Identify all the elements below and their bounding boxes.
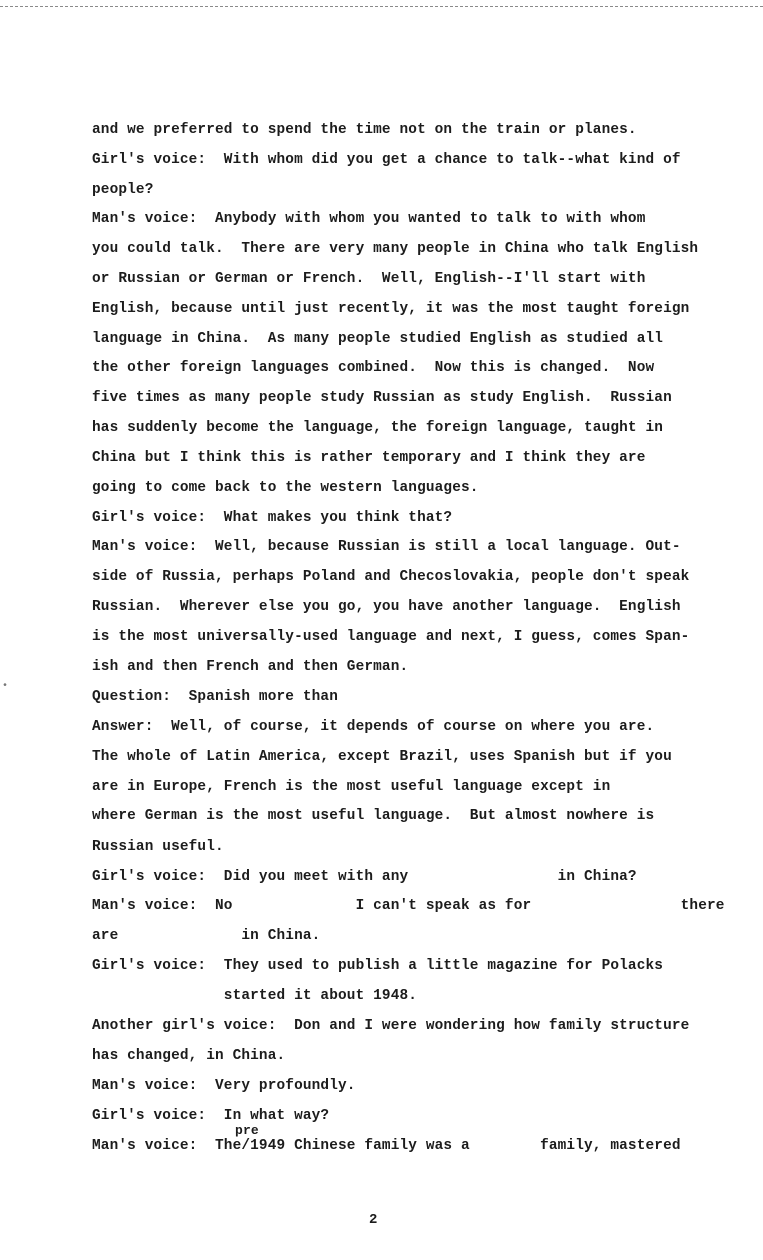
- text-line: Question: Spanish more than: [92, 689, 339, 705]
- text-line: Man's voice: Well, because Russian is still a local language. Out-: [92, 539, 681, 555]
- text-line: Girl's voice: With whom did you get a chance to talk--what kind of: [92, 152, 681, 168]
- text-line: Russian. Wherever else you go, you have another language. English: [92, 599, 681, 615]
- interlinear-note: pre: [235, 1123, 259, 1138]
- text-line: ish and then French and then German.: [92, 659, 409, 675]
- text-line: has suddenly become the language, the foreign language, taught in: [92, 420, 664, 436]
- text-line: Man's voice: Very profoundly.: [92, 1078, 356, 1094]
- text-line: language in China. As many people studied English as studied all: [92, 331, 664, 347]
- text-line: is the most universally-used language and next, I guess, comes Span-: [92, 629, 690, 645]
- text-line: Girl's voice: They used to publish a little magazine for Polacks: [92, 958, 664, 974]
- text-line: started it about 1948.: [92, 988, 418, 1004]
- text-line: are in Europe, French is the most useful language except in: [92, 779, 611, 795]
- text-line: Man's voice: Anybody with whom you wanted to talk to with whom: [92, 211, 646, 227]
- margin-mark: •: [2, 681, 9, 692]
- text-line: The whole of Latin America, except Brazil, uses Spanish but if you: [92, 749, 672, 765]
- text-line: five times as many people study Russian as study English. Russian: [92, 390, 672, 406]
- text-line: people?: [92, 182, 154, 198]
- text-line: or Russian or German or French. Well, English--I'll start with: [92, 271, 646, 287]
- text-line: going to come back to the western languages.: [92, 480, 479, 496]
- top-rule: [0, 6, 763, 7]
- text-line: side of Russia, perhaps Poland and Checoslovakia, people don't speak: [92, 569, 690, 585]
- text-line: Man's voice: The/1949 Chinese family was a family, mastered: [92, 1138, 681, 1154]
- text-line: Girl's voice: Did you meet with any in China?: [92, 869, 637, 885]
- text-line: Girl's voice: What makes you think that?: [92, 510, 453, 526]
- text-line: the other foreign languages combined. Now this is changed. Now: [92, 360, 655, 376]
- text-line: you could talk. There are very many people in China who talk English: [92, 241, 699, 257]
- text-line: English, because until just recently, it was the most taught foreign: [92, 301, 690, 317]
- text-line: Answer: Well, of course, it depends of course on where you are.: [92, 719, 655, 735]
- text-line: Another girl's voice: Don and I were wondering how family structure: [92, 1018, 690, 1034]
- text-line: Russian useful.: [92, 839, 224, 855]
- text-line: and we preferred to spend the time not on the train or planes.: [92, 122, 637, 138]
- text-line: Girl's voice: In what way?: [92, 1108, 330, 1124]
- text-line: has changed, in China.: [92, 1048, 286, 1064]
- text-line: China but I think this is rather temporary and I think they are: [92, 450, 646, 466]
- page-number: 2: [369, 1212, 378, 1228]
- text-line: Man's voice: No I can't speak as for there: [92, 898, 725, 914]
- text-line: are in China.: [92, 928, 321, 944]
- text-line: where German is the most useful language. But almost nowhere is: [92, 808, 655, 824]
